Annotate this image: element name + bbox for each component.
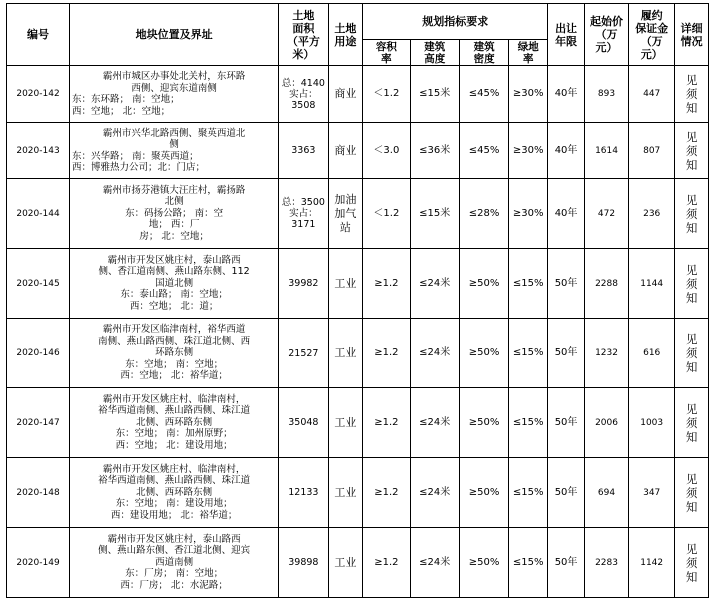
parcel-deposit: 1142 [629, 528, 675, 598]
header-height-line: 高度 [424, 52, 446, 65]
parcel-far: ＜1.2 [363, 179, 410, 249]
detail-line: 见 [685, 73, 698, 87]
parcel-density: ≥50% [459, 528, 508, 598]
header-location: 地块位置及界址 [70, 4, 279, 66]
usage-line: 工业 [334, 276, 357, 290]
parcel-term: 50年 [548, 528, 585, 598]
table-row [7, 528, 709, 598]
location-line: 霸州市扬芬港镇大汪庄村，霸扬路 [102, 184, 246, 196]
header-deposit [629, 4, 675, 66]
location-line: 东：兴华路； 南：聚英西道； [72, 150, 199, 162]
parcel-code: 2020-143 [7, 123, 70, 179]
header-area [279, 4, 328, 66]
location-line: 霸州市城区办事处北关村，东环路 [102, 71, 246, 82]
header-term [548, 4, 585, 66]
parcel-far: ≥1.2 [363, 319, 410, 388]
detail-line: 见 [685, 129, 698, 144]
location-line: 西侧、迎宾东道南侧 [131, 82, 217, 94]
parcel-code: 2020-142 [7, 66, 70, 123]
detail-line: 须 [685, 276, 698, 291]
location-line: 西：厂房； 北：水泥路； [120, 579, 228, 591]
location-line: 西：空地； 北：空地； [72, 105, 171, 117]
parcel-far: ≥1.2 [363, 458, 410, 528]
header-green-line: 绿地 [517, 40, 539, 53]
parcel-density: ≤45% [459, 66, 508, 123]
parcel-start-price: 2283 [584, 528, 628, 598]
parcel-start-price: 694 [584, 458, 628, 528]
header-planning: 规划指标要求 [363, 4, 548, 40]
location-line: 霸州市开发区姚庄村，泰山路西 [107, 254, 241, 266]
location-line: 霸州市开发区姚庄村、临津南村， [102, 463, 246, 475]
parcel-area [279, 249, 328, 319]
detail-line: 见 [685, 192, 698, 207]
location-line: 侧 [169, 139, 179, 150]
parcel-deposit: 616 [629, 319, 675, 388]
detail-line: 见 [685, 401, 698, 416]
parcel-location [70, 458, 279, 528]
header-usage [328, 4, 363, 66]
header-height-line: 建筑 [424, 40, 446, 53]
header-density-line: 建筑 [473, 40, 495, 53]
parcel-start-price: 2288 [584, 249, 628, 319]
parcel-density: ≥50% [459, 388, 508, 458]
header-deposit-line: 履约 [640, 8, 663, 22]
area-line: 12133 [288, 487, 319, 498]
header-area-line: 米） [292, 47, 315, 61]
parcel-location [70, 528, 279, 598]
parcel-detail [675, 319, 709, 388]
parcel-start-price: 1232 [584, 319, 628, 388]
parcel-location [70, 66, 279, 123]
parcel-location [70, 388, 279, 458]
parcel-height: ≤24米 [410, 388, 459, 458]
area-line: 总：4140 [281, 77, 325, 89]
detail-line: 见 [685, 541, 698, 556]
parcel-location [70, 179, 279, 249]
parcel-detail [675, 123, 709, 179]
area-line: 实占： [289, 88, 318, 100]
parcel-usage [328, 319, 363, 388]
parcel-term: 50年 [548, 319, 585, 388]
parcel-term: 40年 [548, 66, 585, 123]
header-density [459, 40, 508, 66]
header-far-line: 率 [381, 52, 392, 65]
location-line: 国道北侧 [155, 277, 194, 289]
location-line: 东：码扬公路； 南：空 [125, 207, 224, 219]
parcel-deposit: 236 [629, 179, 675, 249]
location-line: 东：东环路； 南：空地； [72, 94, 180, 105]
header-detail-line: 详细 [680, 21, 703, 35]
parcel-height: ≤24米 [410, 458, 459, 528]
parcel-far: ≥1.2 [363, 249, 410, 319]
header-term-line: 年限 [555, 34, 578, 48]
location-line: 霸州市开发区姚庄村，泰山路西 [107, 533, 241, 545]
area-line: 3171 [291, 219, 316, 230]
parcel-usage [328, 179, 363, 249]
header-density-line: 密度 [473, 52, 495, 65]
header-height [410, 40, 459, 66]
detail-line: 知 [685, 360, 698, 374]
parcel-area [279, 66, 328, 123]
detail-line: 见 [685, 332, 698, 346]
area-line: 总：3500 [281, 197, 325, 208]
detail-line: 知 [685, 569, 698, 584]
header-row [7, 4, 709, 40]
location-line: 东：空地； 南：加州原野； [115, 428, 233, 440]
usage-line: 站 [339, 220, 351, 234]
location-line: 霸州市开发区临津南村，裕华西道 [102, 324, 246, 336]
header-deposit-line: 元） [640, 47, 663, 61]
header-far [363, 40, 410, 66]
land-parcel-table [6, 3, 709, 598]
parcel-deposit: 347 [629, 458, 675, 528]
parcel-detail [675, 179, 709, 249]
header-detail [675, 4, 709, 66]
parcel-detail [675, 528, 709, 598]
detail-line: 须 [685, 555, 698, 570]
location-line: 西道南侧 [155, 556, 194, 568]
parcel-green: ≤15% [509, 528, 548, 598]
table-row [7, 249, 709, 319]
parcel-area [279, 319, 328, 388]
parcel-detail [675, 249, 709, 319]
parcel-code: 2020-149 [7, 528, 70, 598]
usage-line: 加油 [334, 192, 357, 206]
header-start-price-line: （万 [595, 28, 618, 41]
location-line: 北侧 [164, 196, 184, 208]
location-line: 霸州市开发区姚庄村、临津南村， [102, 393, 246, 405]
parcel-green: ≥30% [509, 66, 548, 123]
parcel-far: ≥1.2 [363, 528, 410, 598]
detail-line: 知 [685, 220, 698, 235]
location-line: 环路东侧 [155, 347, 194, 359]
location-line: 地； 西：厂 [148, 219, 200, 231]
location-line: 裕华西道南侧、燕山路西侧、珠江道 [98, 475, 251, 487]
parcel-term: 50年 [548, 249, 585, 319]
detail-line: 须 [685, 143, 698, 158]
parcel-far: ＜3.0 [363, 123, 410, 179]
header-start-price-line: 元） [595, 41, 618, 54]
parcel-usage [328, 249, 363, 319]
usage-line: 工业 [334, 415, 357, 429]
parcel-code: 2020-148 [7, 458, 70, 528]
usage-line: 商业 [334, 143, 357, 157]
location-line: 侧、燕山路东侧、香江道北侧、迎宾 [98, 545, 251, 557]
parcel-usage [328, 66, 363, 123]
parcel-density: ≥50% [459, 319, 508, 388]
parcel-detail [675, 458, 709, 528]
detail-line: 知 [685, 101, 698, 115]
header-far-line: 容积 [375, 40, 397, 53]
parcel-green: ≤15% [509, 388, 548, 458]
area-line: 39898 [288, 557, 319, 568]
area-line: 39982 [288, 278, 319, 289]
parcel-usage [328, 528, 363, 598]
table-row [7, 458, 709, 528]
parcel-start-price: 893 [584, 66, 628, 123]
usage-line: 加气 [334, 206, 357, 220]
parcel-height: ≤15米 [410, 66, 459, 123]
parcel-far: ＜1.2 [363, 66, 410, 123]
location-line: 东：厂房； 南：空地； [125, 568, 224, 580]
detail-line: 知 [685, 157, 698, 172]
parcel-height: ≤24米 [410, 319, 459, 388]
parcel-density: ≥50% [459, 249, 508, 319]
header-term-line: 出让 [555, 21, 578, 35]
detail-line: 须 [685, 415, 698, 430]
location-line: 东：空地； 南：建设用地； [115, 498, 233, 510]
location-line: 西：建设用地； 北：裕华道； [110, 509, 238, 521]
parcel-start-price: 1614 [584, 123, 628, 179]
parcel-density: ≤28% [459, 179, 508, 249]
usage-line: 工业 [334, 485, 357, 499]
parcel-area [279, 179, 328, 249]
area-line: 3363 [291, 145, 316, 156]
parcel-detail [675, 66, 709, 123]
table-row [7, 179, 709, 249]
detail-line: 须 [685, 87, 698, 101]
header-area-line: 土地 [292, 8, 315, 22]
location-line: 裕华西道南侧、燕山路西侧、珠江道 [98, 405, 251, 417]
parcel-deposit: 1003 [629, 388, 675, 458]
header-area-line: （平方 [286, 34, 320, 48]
detail-line: 见 [685, 262, 698, 277]
parcel-height: ≤36米 [410, 123, 459, 179]
parcel-code: 2020-147 [7, 388, 70, 458]
detail-line: 须 [685, 485, 698, 500]
parcel-usage [328, 458, 363, 528]
location-line: 北侧、西环路东侧 [136, 416, 213, 428]
parcel-height: ≤24米 [410, 528, 459, 598]
parcel-green: ≤15% [509, 458, 548, 528]
detail-line: 须 [685, 206, 698, 221]
header-area-line: 面积 [292, 21, 315, 35]
parcel-area [279, 388, 328, 458]
detail-line: 见 [685, 471, 698, 486]
parcel-deposit: 807 [629, 123, 675, 179]
location-line: 北侧、西环路东侧 [136, 486, 213, 498]
location-line: 侧、香江道南侧、燕山路东侧、112 [98, 266, 250, 278]
parcel-code: 2020-144 [7, 179, 70, 249]
parcel-green: ≤15% [509, 249, 548, 319]
location-line: 房； 北：空地； [139, 230, 209, 242]
header-start-price [584, 4, 628, 66]
parcel-green: ≤15% [509, 319, 548, 388]
usage-line: 商业 [334, 87, 357, 100]
parcel-density: ≤45% [459, 123, 508, 179]
parcel-usage [328, 123, 363, 179]
parcel-deposit: 447 [629, 66, 675, 123]
detail-line: 须 [685, 346, 698, 360]
parcel-green: ≥30% [509, 179, 548, 249]
parcel-far: ≥1.2 [363, 388, 410, 458]
area-line: 实占： [289, 208, 318, 219]
parcel-area [279, 528, 328, 598]
parcel-density: ≥50% [459, 458, 508, 528]
parcel-usage [328, 388, 363, 458]
parcel-area [279, 123, 328, 179]
parcel-location [70, 249, 279, 319]
header-detail-line: 情况 [680, 34, 703, 48]
location-line: 西：空地； 北：道； [129, 300, 219, 312]
parcel-location [70, 319, 279, 388]
parcel-area [279, 458, 328, 528]
header-green [509, 40, 548, 66]
parcel-term: 50年 [548, 458, 585, 528]
parcel-start-price: 2006 [584, 388, 628, 458]
parcel-start-price: 472 [584, 179, 628, 249]
location-line: 东：泰山路； 南：空地； [120, 289, 228, 301]
header-code: 编号 [7, 4, 70, 66]
location-line: 西：空地； 北：建设用地； [115, 439, 233, 451]
area-line: 3508 [291, 99, 316, 111]
location-line: 西：空地； 北：裕华道； [120, 370, 228, 382]
table-row [7, 319, 709, 388]
parcel-height: ≤15米 [410, 179, 459, 249]
detail-line: 知 [685, 499, 698, 514]
parcel-term: 40年 [548, 179, 585, 249]
usage-line: 工业 [334, 555, 357, 569]
parcel-height: ≤24米 [410, 249, 459, 319]
location-line: 南侧、燕山路西侧、珠江道北侧、西 [98, 335, 251, 347]
parcel-green: ≥30% [509, 123, 548, 179]
parcel-code: 2020-145 [7, 249, 70, 319]
usage-line: 工业 [334, 346, 357, 359]
area-line: 35048 [288, 417, 319, 428]
detail-line: 知 [685, 429, 698, 444]
location-line: 霸州市兴华北路西侧、聚英西道北 [102, 127, 246, 139]
table-row [7, 388, 709, 458]
header-usage-line: 用途 [334, 34, 357, 48]
parcel-detail [675, 388, 709, 458]
header-usage-line: 土地 [334, 21, 357, 35]
table-row [7, 123, 709, 179]
area-line: 21527 [288, 347, 319, 359]
location-line: 西：博雅热力公司；北：门店； [72, 162, 206, 173]
header-green-line: 率 [522, 52, 534, 65]
parcel-deposit: 1144 [629, 249, 675, 319]
location-line: 东：空地； 南：空地； [125, 358, 224, 370]
header-deposit-line: （万 [640, 34, 663, 48]
parcel-location [70, 123, 279, 179]
parcel-term: 40年 [548, 123, 585, 179]
detail-line: 知 [685, 290, 698, 305]
header-deposit-line: 保证金 [635, 21, 669, 35]
table-row [7, 66, 709, 123]
parcel-term: 50年 [548, 388, 585, 458]
header-start-price-line: 起始价 [590, 15, 624, 28]
parcel-code: 2020-146 [7, 319, 70, 388]
